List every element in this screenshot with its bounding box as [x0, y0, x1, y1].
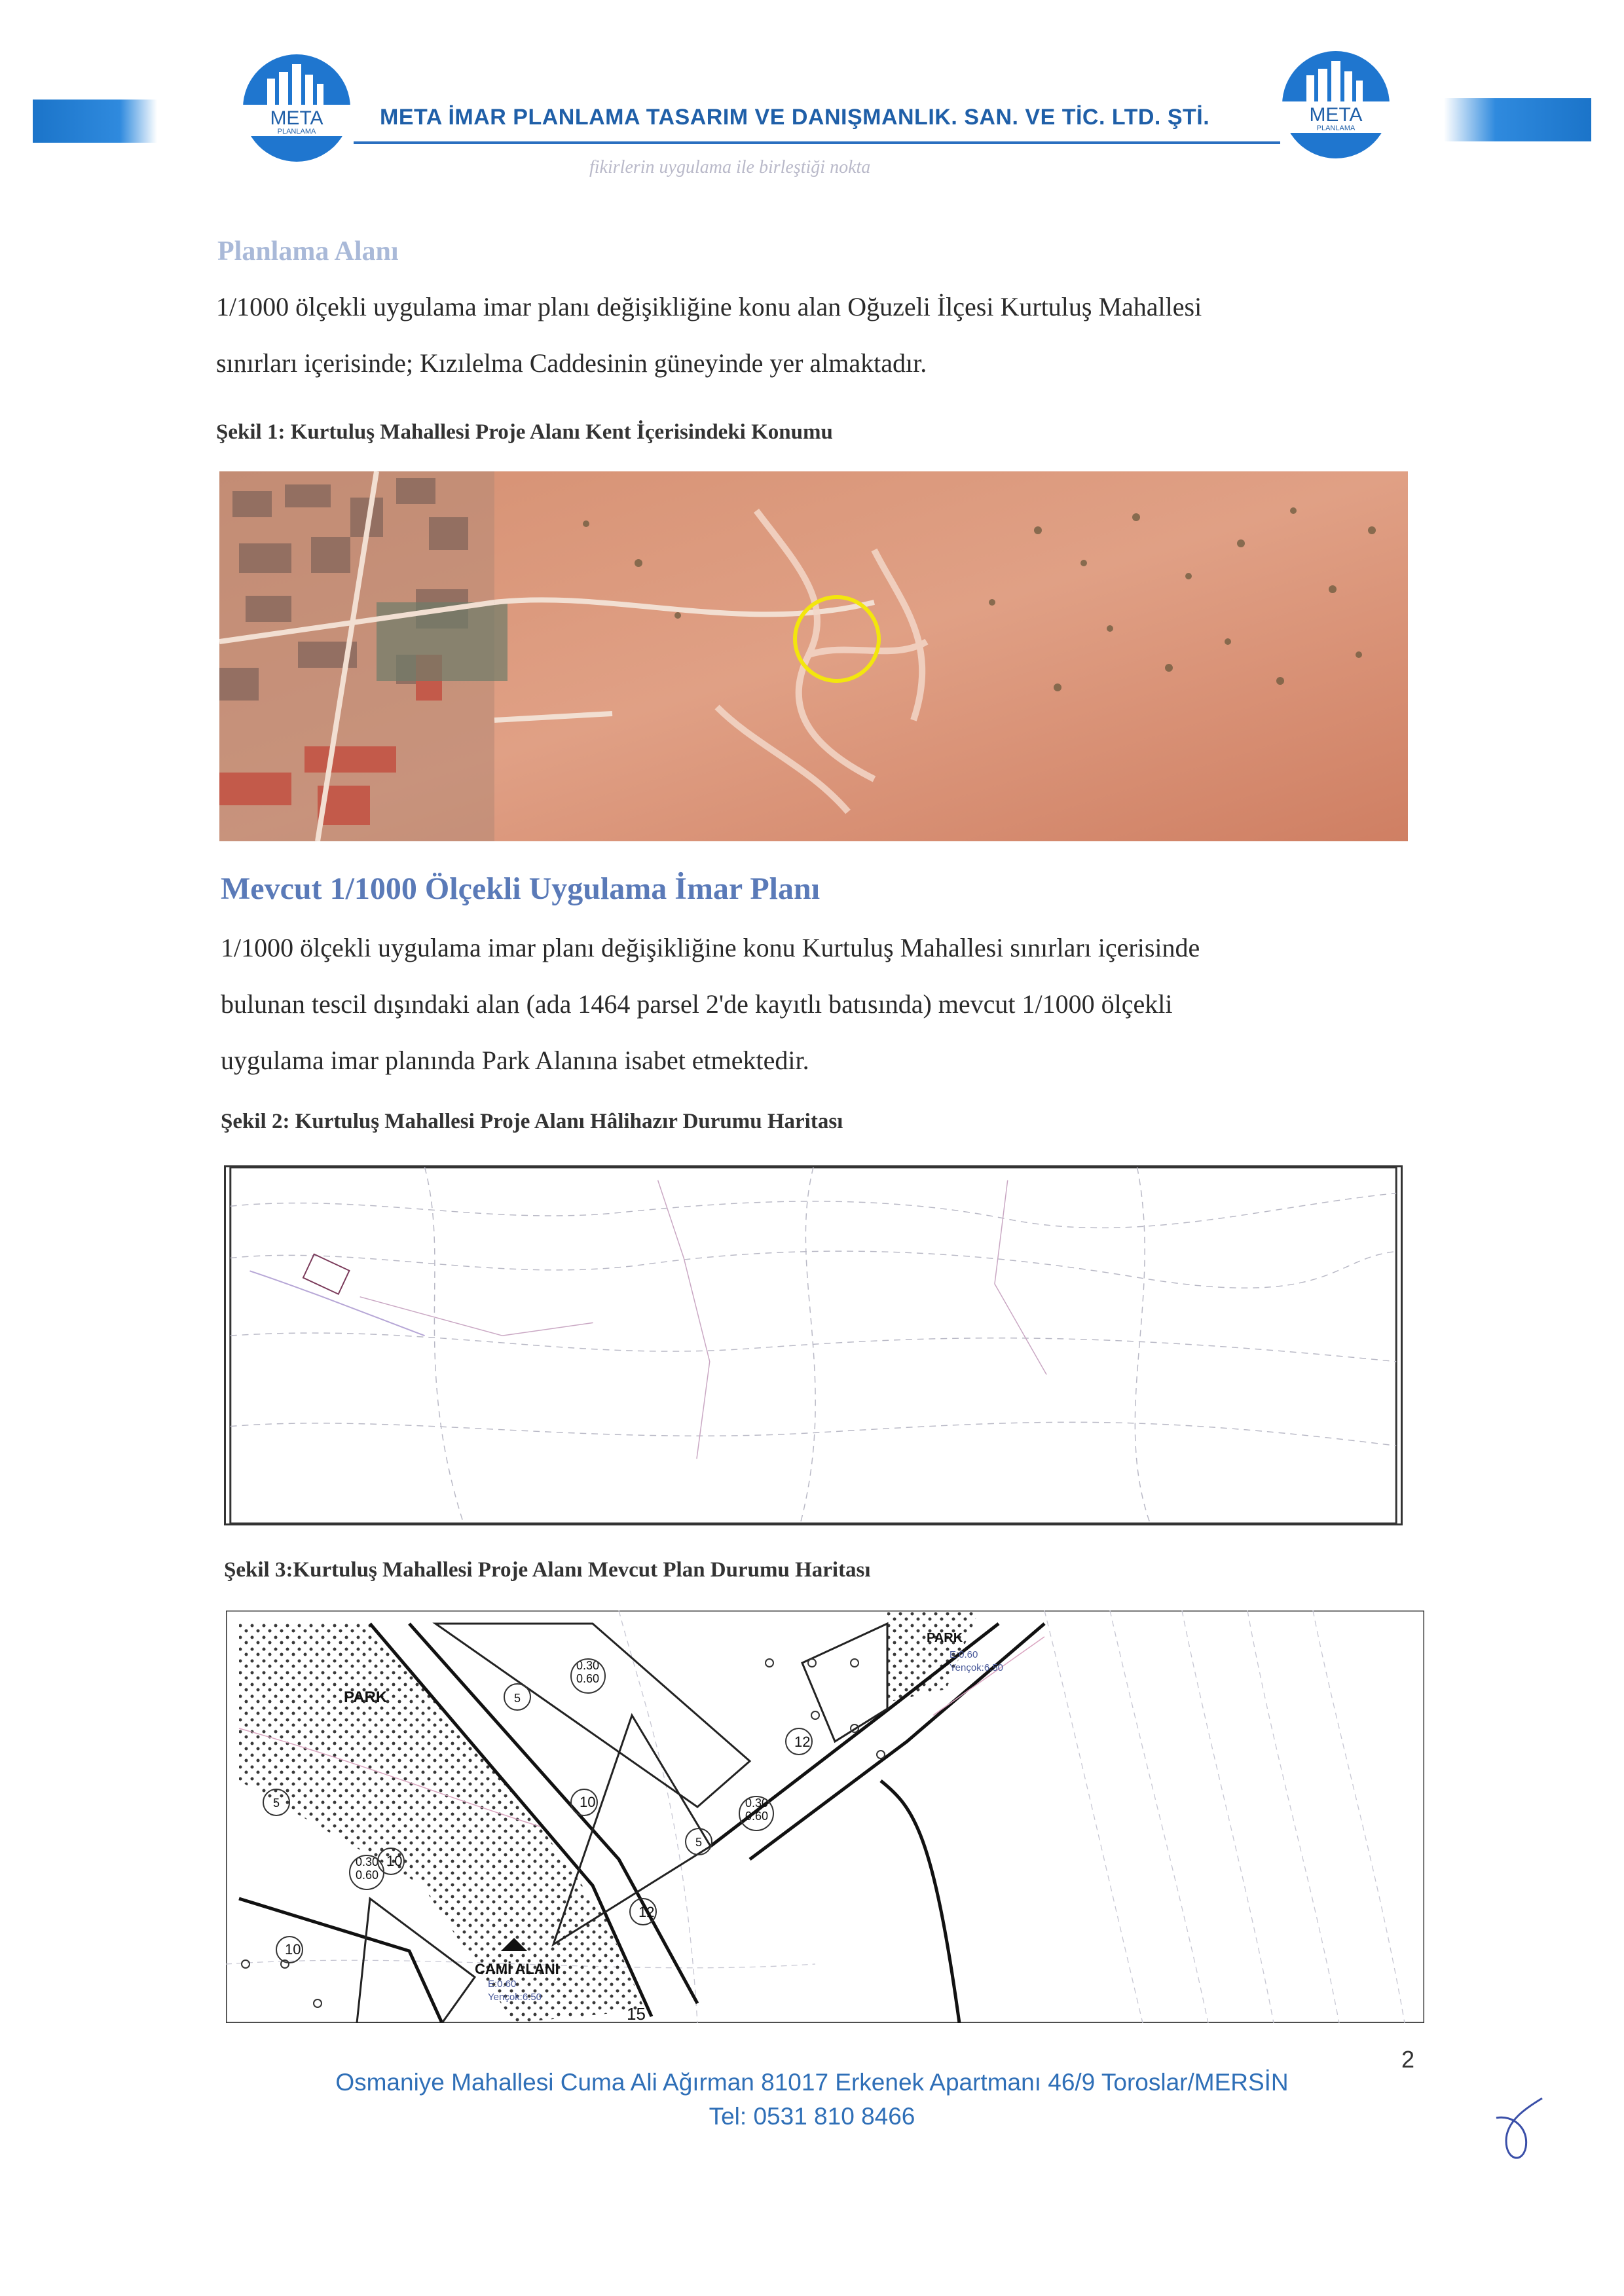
density-label: 0.30	[356, 1855, 379, 1868]
header-right-bar	[1444, 98, 1591, 141]
height-label: Yençok:6.50	[488, 1992, 542, 2003]
svg-text:PLANLAMA: PLANLAMA	[277, 128, 316, 136]
park-label: PARK	[927, 1631, 963, 1645]
satellite-map-image	[219, 471, 1408, 841]
emsal-label: E:0.60	[950, 1649, 978, 1660]
floor-label: 5	[273, 1796, 280, 1810]
mosque-area-label: CAMİ ALANI	[475, 1961, 559, 1977]
company-logo-right	[1280, 49, 1392, 160]
svg-text:META: META	[270, 107, 323, 129]
page-number: 2	[1401, 2046, 1415, 2073]
floor-label: 5	[695, 1836, 703, 1849]
road-width-label: 10	[580, 1794, 596, 1810]
road-width-label: 15	[627, 2004, 646, 2023]
figure3-caption: Şekil 3:Kurtuluş Mahallesi Proje Alanı Mevcut Plan Durumu Haritası	[224, 1558, 871, 1582]
road-width-label: 12	[638, 1904, 655, 1920]
density-label: 0.30	[576, 1659, 600, 1672]
svg-text:PLANLAMA: PLANLAMA	[1316, 124, 1356, 132]
signature-mark	[1486, 2088, 1559, 2174]
section2-paragraph	[221, 920, 1432, 1089]
paragraph-line: 1/1000 ölçekli uygulama imar planı değişikliğine konu alan Oğuzeli İlçesi Kurtuluş Mahallesi	[216, 292, 1202, 321]
density-label: 0.60	[745, 1810, 769, 1823]
company-logo-left	[241, 52, 352, 164]
section1-paragraph	[216, 279, 1428, 392]
density-label: 0.60	[356, 1868, 379, 1882]
paragraph-line: sınırları içerisinde; Kızılelma Caddesinin güneyinde yer almaktadır.	[216, 348, 927, 378]
road-width-label: 12	[794, 1734, 811, 1750]
paragraph-line: uygulama imar planında Park Alanına isabet etmektedir.	[221, 1046, 809, 1075]
header-divider	[354, 141, 1280, 144]
paragraph-line: bulunan tescil dışındaki alan (ada 1464 parsel 2'de kayıtlı batısında) mevcut 1/1000 ölçekli	[221, 989, 1173, 1019]
section-heading-mevcut-plan: Mevcut 1/1000 Ölçekli Uygulama İmar Planı	[221, 871, 821, 906]
svg-text:META: META	[1309, 104, 1363, 126]
height-label: Yençok:6.50	[950, 1662, 1004, 1673]
footer-address: Osmaniye Mahallesi Cuma Ali Ağırman 81017 Erkenek Apartmanı 46/9 Toroslar/MERSİN	[335, 2069, 1289, 2096]
company-slogan: fikirlerin uygulama ile birleştiği nokta	[589, 157, 871, 177]
park-label: PARK	[344, 1688, 388, 1706]
floor-label: 5	[514, 1692, 521, 1705]
emsal-label: E:0.60	[488, 1978, 517, 1990]
figure1-caption: Şekil 1: Kurtuluş Mahallesi Proje Alanı Kent İçerisindeki Konumu	[216, 420, 833, 444]
density-label: 0.60	[576, 1672, 600, 1685]
header-left-bar	[33, 100, 157, 143]
section-heading-planlama-alani: Planlama Alanı	[217, 236, 399, 266]
current-plan-map	[226, 1611, 1424, 2023]
road-width-label: 10	[285, 1941, 301, 1958]
road-width-label: 10	[386, 1853, 403, 1869]
density-label: 0.30	[745, 1796, 769, 1810]
paragraph-line: 1/1000 ölçekli uygulama imar planı değişikliğine konu Kurtuluş Mahallesi sınırları içerisinde	[221, 933, 1200, 962]
existing-condition-map	[224, 1165, 1403, 1525]
company-name: META İMAR PLANLAMA TASARIM VE DANIŞMANLIK. SAN. VE TİC. LTD. ŞTİ.	[380, 105, 1210, 130]
footer-phone: Tel: 0531 810 8466	[709, 2103, 915, 2130]
figure2-caption: Şekil 2: Kurtuluş Mahallesi Proje Alanı Hâlihazır Durumu Haritası	[221, 1110, 843, 1133]
